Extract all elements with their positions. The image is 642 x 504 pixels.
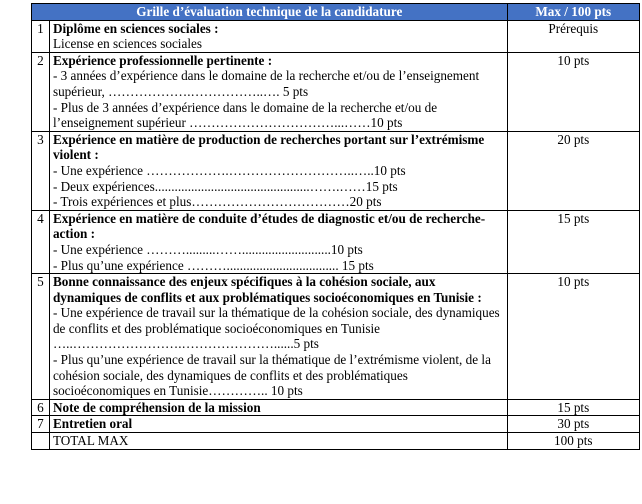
table-row bbox=[32, 20, 640, 52]
row-description bbox=[49, 274, 507, 400]
table-row bbox=[32, 52, 640, 131]
row-line: License en sciences sociales bbox=[52, 36, 202, 52]
row-description bbox=[49, 210, 507, 273]
header-row bbox=[32, 4, 640, 21]
row-title: Note de compréhension de la mission bbox=[52, 399, 261, 415]
row-title: Expérience en matière de production de recherches portant sur l’extrémisme violent : bbox=[52, 131, 485, 163]
row-line: - Une expérience ……….........……...........................10 pts bbox=[52, 241, 363, 257]
total-label: TOTAL MAX bbox=[49, 433, 507, 450]
row-line: - Plus qu’une expérience de travail sur la thématique de l’extrémisme violent, de la cohésion sociale, des dynamiques de conflits et des problématiques socioéconomiques en Tunisie………….. 10 pts bbox=[52, 352, 491, 399]
row-line: - 3 années d’expérience dans le domaine de la recherche et/ou de l’enseignement supérieur, ……………….……………..…. 5 pts bbox=[52, 68, 480, 99]
row-number: 7 bbox=[32, 416, 50, 433]
row-title: Expérience en matière de conduite d’études de diagnostic et/ou de recherche-action : bbox=[52, 210, 486, 242]
evaluation-grid-table bbox=[31, 3, 640, 450]
row-description bbox=[49, 131, 507, 210]
row-line: - Une expérience de travail sur la thématique de la cohésion sociale, des dynamiques de conflits et des problématique socioéconomiques en Tunisie …..…………………….…………………......5 pts bbox=[52, 305, 500, 352]
header-criteria: Grille d’évaluation technique de la candidature bbox=[32, 4, 508, 21]
row-number: 6 bbox=[32, 399, 50, 416]
row-line: - Plus de 3 années d’expérience dans le domaine de la recherche et/ou de l’enseignement supérieur ……………………………...……10 pts bbox=[52, 99, 438, 131]
row-line: - Plus qu’une expérience ……….................................. 15 pts bbox=[52, 257, 374, 273]
row-max: 15 pts bbox=[507, 399, 639, 416]
row-title: Entretien oral bbox=[52, 416, 133, 432]
row-line: - Une expérience ……………….………………………..…..10 pts bbox=[52, 162, 406, 178]
total-max: 100 pts bbox=[507, 433, 639, 450]
table-row bbox=[32, 210, 640, 273]
row-number: 5 bbox=[32, 274, 50, 400]
table-row bbox=[32, 131, 640, 210]
row-max: Prérequis bbox=[507, 20, 639, 52]
table-row bbox=[32, 399, 640, 416]
total-number bbox=[32, 433, 50, 450]
row-max: 20 pts bbox=[507, 131, 639, 210]
row-number: 3 bbox=[32, 131, 50, 210]
row-description bbox=[49, 52, 507, 131]
total-row bbox=[32, 433, 640, 450]
row-max: 10 pts bbox=[507, 52, 639, 131]
row-description bbox=[49, 399, 507, 416]
row-line: - Deux expériences...............................................…….……15 pts bbox=[52, 178, 398, 194]
row-number: 4 bbox=[32, 210, 50, 273]
row-title: Diplôme en sciences sociales : bbox=[52, 20, 219, 36]
header-max: Max / 100 pts bbox=[507, 4, 639, 21]
row-max: 15 pts bbox=[507, 210, 639, 273]
row-description bbox=[49, 416, 507, 433]
row-max: 10 pts bbox=[507, 274, 639, 400]
row-max: 30 pts bbox=[507, 416, 639, 433]
table-row bbox=[32, 274, 640, 400]
row-description bbox=[49, 20, 507, 52]
row-number: 2 bbox=[32, 52, 50, 131]
row-number: 1 bbox=[32, 20, 50, 52]
row-title: Bonne connaissance des enjeux spécifiques à la cohésion sociale, aux dynamiques de conflits et aux problématiques socioéconomiques en Tunisie : bbox=[52, 274, 482, 305]
row-line: - Trois expériences et plus………………………………20 pts bbox=[52, 194, 382, 210]
row-title: Expérience professionnelle pertinente : bbox=[52, 52, 273, 68]
table-row bbox=[32, 416, 640, 433]
